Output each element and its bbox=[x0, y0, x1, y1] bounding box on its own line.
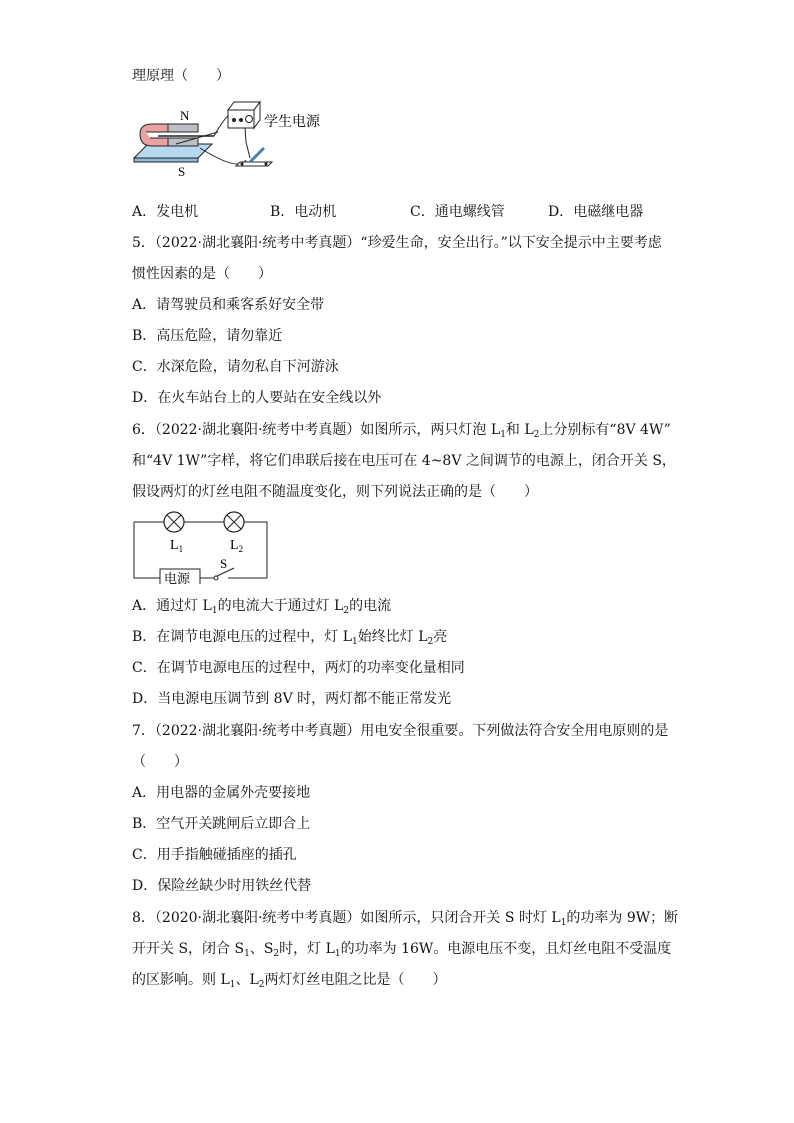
q7-stem-line1: 7．（2022·湖北襄阳·统考中考真题）用电安全很重要。下列做法符合安全用电原则的是 bbox=[132, 723, 669, 739]
q8-stem-line3: 的区影响。则 $L_1$、$L_2$两灯灯丝电阻之比是（ ） bbox=[132, 972, 447, 990]
power-supply-label: 学生电源 bbox=[264, 114, 320, 130]
q5-stem-line2: 惯性因素的是（ ） bbox=[132, 266, 272, 282]
q6-option-b: B．在调节电源电压的过程中，灯 $L_1$始终比灯 $L_2$亮 bbox=[132, 629, 448, 647]
n-pole-label: N bbox=[180, 108, 190, 123]
q4-stem-tail: 理原理（ ） bbox=[132, 68, 230, 84]
q6-stem-line1: 6．（2022·湖北襄阳·统考中考真题）如图所示，两只灯泡 $L_1$和 $L_2$上分别标有“8V 4W” bbox=[132, 422, 671, 440]
power-source-label: 电源 bbox=[164, 572, 191, 584]
q5-option-c: C．水深危险，请勿私自下河游泳 bbox=[132, 359, 339, 375]
q5-option-a: A．请驾驶员和乘客系好安全带 bbox=[132, 297, 325, 313]
q4-option-d: D．电磁继电器 bbox=[548, 204, 644, 220]
q7-stem-line2: （ ） bbox=[132, 754, 188, 770]
q8-stem-line2: 开开关 S，闭合 $S_1$、$S_2$时，灯 $L_1$的功率为 16W。电源电压不变，且灯丝电阻不受温度 bbox=[132, 941, 672, 959]
switch-label: S bbox=[220, 556, 228, 571]
q6-stem-line3: 假设两灯的灯丝电阻不随温度变化，则下列说法正确的是（ ） bbox=[132, 484, 538, 500]
q7-option-c: C．用手指触碰插座的插孔 bbox=[132, 847, 297, 863]
q6-option-a: A．通过灯 $L_1$的电流大于通过灯 $L_2$的电流 bbox=[132, 598, 392, 616]
q4-option-b: B．电动机 bbox=[270, 204, 337, 220]
q7-option-a: A．用电器的金属外壳要接地 bbox=[132, 785, 311, 801]
q6-option-d: D．当电源电压调节到 8V 时，两灯都不能正常发光 bbox=[132, 691, 452, 707]
q6-option-c: C．在调节电源电压的过程中，两灯的功率变化量相同 bbox=[132, 660, 465, 676]
s-pole-label: S bbox=[178, 164, 186, 179]
q8-stem-line1: 8．（2020·湖北襄阳·统考中考真题）如图所示，只闭合开关 S 时灯 $L_1$的功率为 9W；断 bbox=[132, 910, 679, 928]
q5-option-b: B．高压危险，请勿靠近 bbox=[132, 328, 283, 344]
lamp1-label: $L_1$ bbox=[170, 538, 184, 554]
q7-option-b: B．空气开关跳闸后立即合上 bbox=[132, 816, 311, 832]
q4-option-a: A．发电机 bbox=[132, 204, 199, 220]
motor-experiment-figure bbox=[128, 98, 348, 180]
q7-option-d: D．保险丝缺少时用铁丝代替 bbox=[132, 878, 312, 894]
q5-stem-line1: 5．（2022·湖北襄阳·统考中考真题）“珍爱生命，安全出行。”以下安全提示中主要考虑 bbox=[132, 235, 662, 251]
q6-stem-line2: 和“4V 1W”字样，将它们串联后接在电压可在 4~8V 之间调节的电源上，闭合开关 S， bbox=[132, 453, 676, 469]
lamp2-label: $L_2$ bbox=[230, 538, 244, 554]
series-circuit-figure bbox=[130, 506, 272, 584]
q5-option-d: D．在火车站台上的人要站在安全线以外 bbox=[132, 390, 382, 406]
q4-option-c: C．通电螺线管 bbox=[410, 204, 505, 220]
